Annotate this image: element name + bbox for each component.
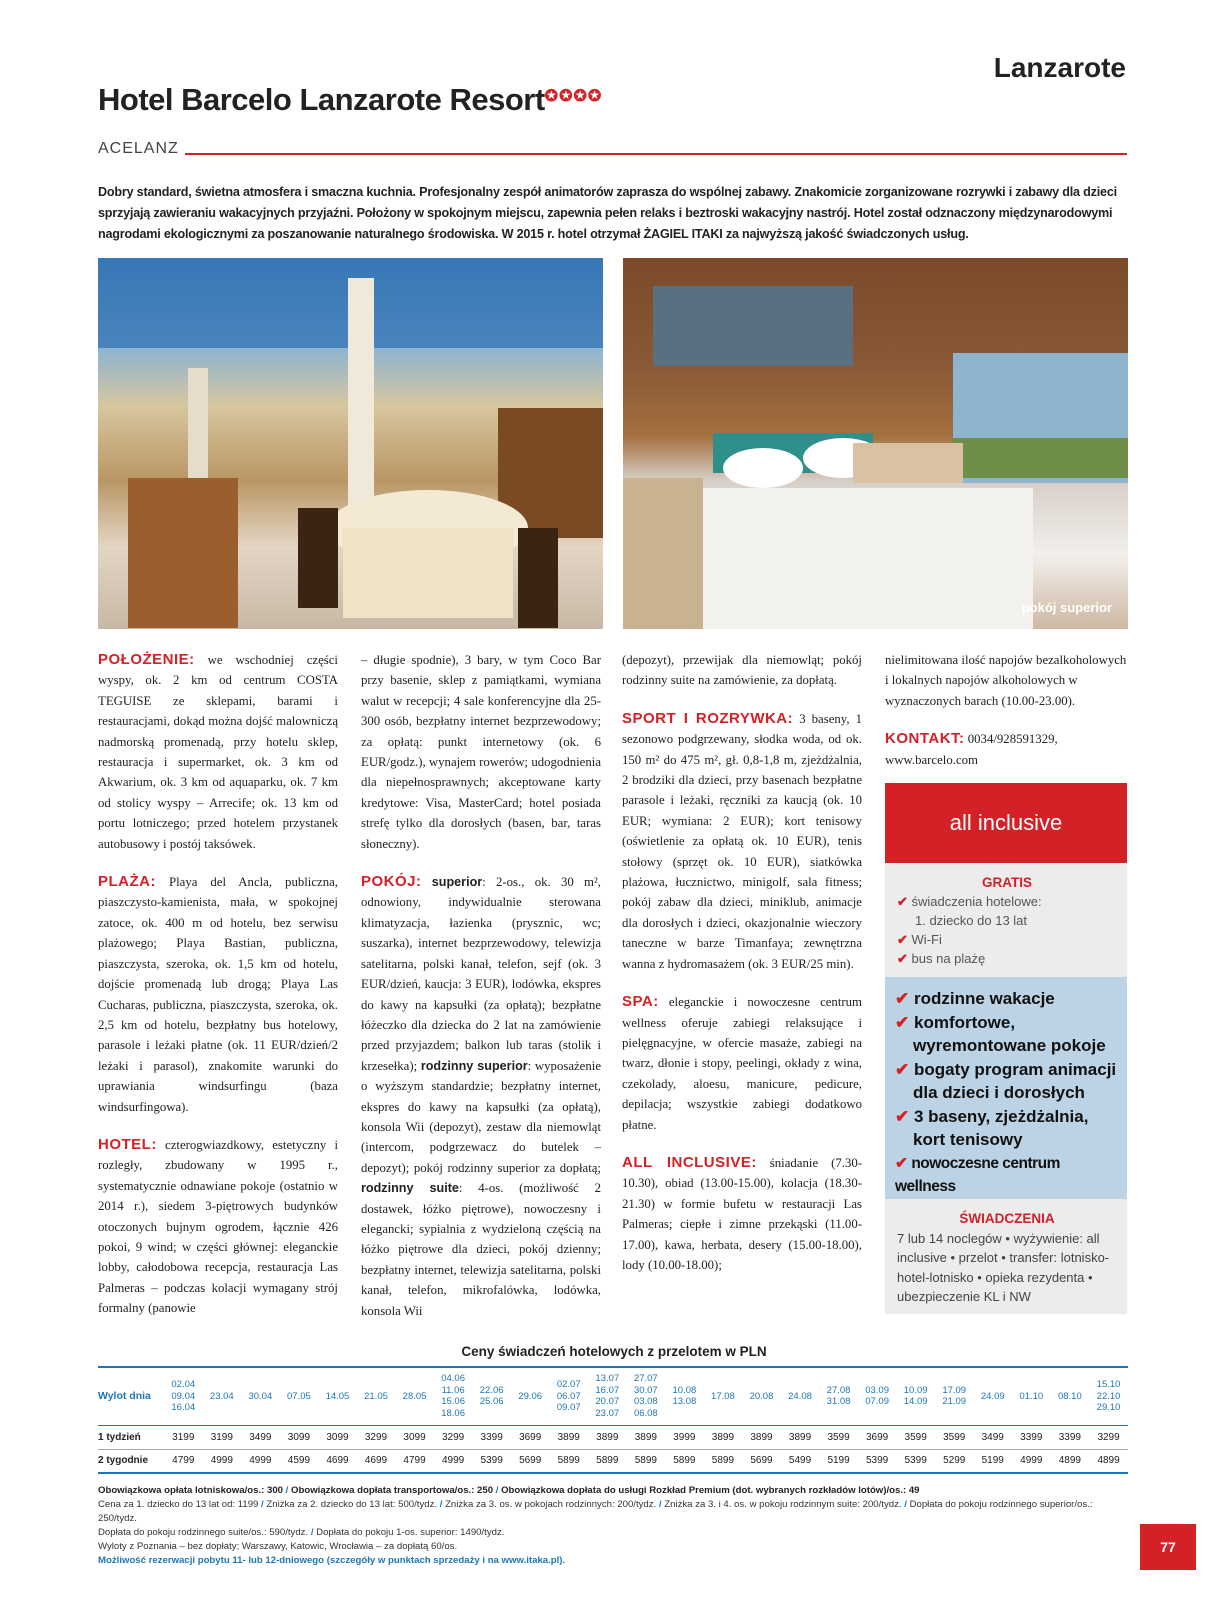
hotel-name: Hotel Barcelo Lanzarote Resort bbox=[98, 82, 545, 117]
all-inclusive-text: śniadanie (7.30-10.30), obiad (13.00-15.00), kolacja (18.30-21.30) w formie bufetu w restauracji Las Palmeras; ciepłe i zimne przekąski (11.00-17.00), kawa, herbata, desery (15.00-18.00), lody (10.00-18.00); bbox=[622, 1155, 862, 1272]
check-icon: ✔ bbox=[897, 932, 908, 947]
gratis-item-detail: 1. dziecko do 13 lat bbox=[915, 913, 1028, 928]
price-cell-1w: 3099 bbox=[280, 1425, 319, 1449]
room-family-label: rodzinny superior bbox=[420, 1058, 528, 1073]
check-icon: ✔ bbox=[895, 1154, 908, 1172]
column-2 bbox=[361, 650, 601, 1339]
check-icon: ✔ bbox=[897, 894, 908, 909]
price-cell-1w: 3899 bbox=[549, 1425, 588, 1449]
departure-date-cell: 27.07 30.07 03.08 06.08 bbox=[627, 1367, 666, 1425]
included-title: ŚWIADCZENIA bbox=[959, 1211, 1055, 1226]
feature-item: ✔ nowoczesne centrum wellness bbox=[895, 1154, 1060, 1195]
price-cell-2w: 5199 bbox=[973, 1449, 1012, 1473]
price-cell-2w: 5399 bbox=[896, 1449, 935, 1473]
region-title: Lanzarote bbox=[993, 52, 1126, 83]
price-cell-2w: 4799 bbox=[164, 1449, 203, 1473]
hotel-code: ACELANZ bbox=[98, 140, 179, 157]
price-cell-2w: 5899 bbox=[627, 1449, 666, 1473]
gratis-item: ✔ bus na plażę bbox=[897, 951, 986, 966]
price-cell-2w: 5699 bbox=[511, 1449, 550, 1473]
contact-phone: 0034/928591329, bbox=[967, 732, 1058, 747]
price-cell-1w: 3599 bbox=[896, 1425, 935, 1449]
price-cell-1w: 3199 bbox=[203, 1425, 242, 1449]
feature-item-cont: wyremontowane pokoje bbox=[913, 1036, 1106, 1055]
price-cell-1w: 3099 bbox=[395, 1425, 434, 1449]
price-cell-1w: 3199 bbox=[164, 1425, 203, 1449]
beach-text: Playa del Ancla, publiczna, piaszczysto-kamienista, mała, w spokojnej zatoce, ok. 400 m od hotelu, bez serwisu plażowego; Playa Bastian, publiczna, piaszczysta, szeroka, ok. 1,5 km od hotelu, dojście promenadą lub drogą; Playa Las Cucharas, publiczna, piaszczysta, szeroka, ok. 2,5 km od hotelu, bezpłatny bus hotelowy, parasole i leżaki płatne (ok. 11 EUR/dzień/2 leżaki i parasol), znakomite warunki do uprawiania windsurfingu (baza windsurfingowa). bbox=[98, 875, 338, 1114]
price-cell-1w: 3299 bbox=[1089, 1425, 1128, 1449]
beach-heading: PLAŻA: bbox=[98, 873, 156, 891]
price-cell-1w: 3299 bbox=[434, 1425, 473, 1449]
departure-date-cell: 29.06 bbox=[511, 1367, 550, 1425]
departure-date-cell: 02.07 06.07 09.07 bbox=[549, 1367, 588, 1425]
board-type-banner: all inclusive bbox=[885, 783, 1127, 863]
departure-date-cell: 30.04 bbox=[241, 1367, 280, 1425]
hotel-section-cont: – długie spodnie), 3 bary, w tym Coco Bar przy basenie, sklep z pamiątkami, wymiana walut w recepcji; 4 sale konferencyjne dla 25-300 osób, bezpłatny internet bezprzewodowy; za opłatą: punkt internetowy (ok. 6 EUR/godz.), wynajem rowerów; udogodnienia dla niepełnosprawnych; akceptowane karty kredytowe: Visa, MasterCard; hotel posiada strefę tylko dla dorosłych (basen, bar, taras słoneczny). bbox=[361, 653, 601, 851]
hotel-section bbox=[98, 1135, 338, 1319]
photo-caption: pokój superior bbox=[1021, 600, 1112, 615]
note-line: Cena za 1. dziecko do 13 lat od: 1199 / Zniżka za 2. dziecko do 13 lat: 500/tydz. / Zniżka za 3. os. w pokojach rodzinnych: 200/tydz. / Zniżka za 3. i 4. os. w pokoju rodzinnym suite: 200/tydz. / Dopłata do pokoju rodzinnego superior/os.: 250/tydz. bbox=[98, 1499, 1093, 1524]
room-suite-text: : 4-os. (możliwość 2 dostawek, łóżko piętrowe), nowoczesny i elegancki; sypialnia z wydzieloną częścią na łóżko piętrowe dla dzieci, pokój dzienny; bezpłatny internet, telewizja satelitarna, polski kanał, telefon, mikrofalówka, lodówka, konsola Wii bbox=[361, 1181, 601, 1318]
price-cell-1w: 3599 bbox=[819, 1425, 858, 1449]
room-heading: POKÓJ: bbox=[361, 873, 422, 891]
price-cell-2w: 4699 bbox=[357, 1449, 396, 1473]
room-superior-text: : 2-os., ok. 30 m², odnowiony, indywidualnie sterowana klimatyzacja, łazienka (prysznic, wc; suszarka), internet bezprzewodowy, telewizja satelitarna, polski kanał, telefon, sejf (ok. 3 EUR/dzień, kaucja: 3 EUR), lodówka, ekspres do kawy na kapsułki (za opłatą); bezpłatne łóżeczko dla dziecka do 2 lat na zamówienie przed przyjazdem; balkon lub taras (stolik i krzesełka); bbox=[361, 875, 601, 1073]
price-cell-2w: 5899 bbox=[704, 1449, 743, 1473]
gratis-item: ✔ Wi-Fi bbox=[897, 932, 942, 947]
sport-text: 3 baseny, 1 sezonowo podgrzewany, słodka woda, od ok. 150 m² do 475 m², gł. 0,8-1,8 m, zjeżdżalnia, 2 brodziki dla dzieci, przy basenach bezpłatne parasole i leżaki, ręczniki za kaucją (ok. 10 EUR; wymiana: 2 EUR); kort tenisowy (oświetlenie za opłatą ok. 10 EUR), tenis stołowy (sprzęt ok. 10 EUR), siatkówka plażowa, łucznictwo, minigolf, sala fitness; pokój zabaw dla dzieci, miniklub, animacje dla dorosłych i dzieci, okazjonalnie wieczory taneczne w barze Timanfaya; zewnętrzna wanna z hydromasażem (ok. 3 EUR/25 min). bbox=[622, 711, 863, 971]
departure-date-cell: 28.05 bbox=[395, 1367, 434, 1425]
page-number: 77 bbox=[1140, 1524, 1196, 1570]
sport-section bbox=[622, 709, 862, 974]
spa-heading: SPA: bbox=[622, 993, 659, 1011]
room-section bbox=[361, 872, 601, 1321]
restaurant-photo bbox=[98, 258, 603, 629]
check-icon: ✔ bbox=[895, 1012, 910, 1032]
departure-date-cell: 04.06 11.06 15.06 18.06 bbox=[434, 1367, 473, 1425]
two-weeks-label: 2 tygodnie bbox=[98, 1449, 164, 1473]
all-inclusive-cont: nielimitowana ilość napojów bezalkoholowych i lokalnych napojów alkoholowych w wyznaczonych barach (10.00-23.00). bbox=[885, 653, 1127, 708]
price-cell-2w: 5499 bbox=[781, 1449, 820, 1473]
location-section bbox=[98, 650, 338, 854]
contact-website: www.barcelo.com bbox=[885, 752, 978, 767]
contact-section bbox=[885, 729, 1127, 770]
two-weeks-row bbox=[98, 1449, 1128, 1473]
price-cell-1w: 3099 bbox=[318, 1425, 357, 1449]
note-line: Dopłata do pokoju rodzinnego suite/os.: 590/tydz. / Dopłata do pokoju 1-os. superior: 1490/tydz. bbox=[98, 1527, 505, 1538]
departure-date-cell: 20.08 bbox=[742, 1367, 781, 1425]
note-line: Wyloty z Poznania – bez dopłaty; Warszawy, Katowic, Wrocławia – za dopłatą 60/os. bbox=[98, 1541, 458, 1552]
room-section-cont: (depozyt), przewijak dla niemowląt; pokój rodzinny suite na zamówienie, za dopłatą. bbox=[622, 653, 862, 688]
price-cell-2w: 4999 bbox=[1012, 1449, 1051, 1473]
price-cell-2w: 4699 bbox=[318, 1449, 357, 1473]
all-inclusive-section bbox=[622, 1153, 862, 1275]
column-4 bbox=[885, 650, 1127, 788]
feature-item-cont: dla dzieci i dorosłych bbox=[913, 1083, 1085, 1102]
price-cell-2w: 5299 bbox=[935, 1449, 974, 1473]
feature-item: ✔ rodzinne wakacje bbox=[895, 989, 1055, 1008]
location-heading: POŁOŻENIE: bbox=[98, 651, 195, 668]
hotel-text: czterogwiazdkowy, estetyczny i rozległy, zbudowany w 1995 r., systematycznie odnawiane pokoje (ostatnio w 2014 r.), siedem 3-piętrowych budynków otoczonych bujnym ogrodem, łącznie 426 pokoi, 9 wind; w części głównej: eleganckie lobby, całodobowa recepcja, restauracja Las Palmeras – podczas kolacji wymagany strój formalny (panowie bbox=[98, 1137, 338, 1316]
price-cell-1w: 3399 bbox=[1012, 1425, 1051, 1449]
column-1 bbox=[98, 650, 338, 1337]
spa-section bbox=[622, 992, 862, 1135]
departure-date-cell: 10.08 13.08 bbox=[665, 1367, 704, 1425]
departure-dates-row bbox=[98, 1367, 1128, 1425]
departure-date-cell: 07.05 bbox=[280, 1367, 319, 1425]
departure-date-cell: 23.04 bbox=[203, 1367, 242, 1425]
star-rating: ✪✪✪✪ bbox=[544, 88, 603, 105]
price-cell-2w: 4599 bbox=[280, 1449, 319, 1473]
check-icon: ✔ bbox=[897, 951, 908, 966]
departure-date-cell: 01.10 bbox=[1012, 1367, 1051, 1425]
departure-date-cell: 14.05 bbox=[318, 1367, 357, 1425]
price-cell-1w: 3499 bbox=[241, 1425, 280, 1449]
feature-item: ✔ bogaty program animacji bbox=[895, 1059, 1117, 1079]
all-inclusive-heading: ALL INCLUSIVE: bbox=[622, 1153, 757, 1171]
note-line: Obowiązkowa opłata lotniskowa/os.: 300 / Obowiązkowa dopłata transportowa/os.: 250 / Obowiązkowa dopłata do usługi Rozkład Premium (dot. wybranych rozkładów lotów)/os.: 49 bbox=[98, 1485, 920, 1496]
price-cell-2w: 4799 bbox=[395, 1449, 434, 1473]
departure-date-cell: 22.06 25.06 bbox=[472, 1367, 511, 1425]
price-cell-2w: 4999 bbox=[434, 1449, 473, 1473]
one-week-row bbox=[98, 1425, 1128, 1449]
price-cell-1w: 3499 bbox=[973, 1425, 1012, 1449]
feature-item: ✔ komfortowe, bbox=[895, 1012, 1016, 1032]
price-cell-2w: 5699 bbox=[742, 1449, 781, 1473]
price-cell-2w: 4899 bbox=[1051, 1449, 1090, 1473]
price-cell-2w: 5399 bbox=[472, 1449, 511, 1473]
price-cell-2w: 5899 bbox=[665, 1449, 704, 1473]
departure-date-cell: 24.09 bbox=[973, 1367, 1012, 1425]
departure-date-cell: 15.10 22.10 29.10 bbox=[1089, 1367, 1128, 1425]
departure-date-cell: 08.10 bbox=[1051, 1367, 1090, 1425]
price-cell-2w: 5899 bbox=[549, 1449, 588, 1473]
location-text: we wschodniej części wyspy, ok. 2 km od centrum COSTA TEGUISE ze sklepami, barami i restauracjami, dokąd można dojść malowniczą nadmorską promenadą, przy hotelu sklep, restauracja i supermarket, ok. 3 km od Akwarium, ok. 3 km od aquaparku, ok. 7 km od stolicy wyspy – Arrecife; ok. 13 km od portu lotniczego; przed hotelem przystanek autobusowy i postój taksówek. bbox=[98, 653, 338, 851]
price-cell-1w: 3899 bbox=[704, 1425, 743, 1449]
departure-date-cell: 21.05 bbox=[357, 1367, 396, 1425]
feature-item: ✔ 3 baseny, zjeżdżalnia, bbox=[895, 1106, 1089, 1126]
room-illustration bbox=[623, 258, 1128, 629]
price-cell-1w: 3699 bbox=[858, 1425, 897, 1449]
price-cell-1w: 3399 bbox=[472, 1425, 511, 1449]
price-cell-1w: 3899 bbox=[588, 1425, 627, 1449]
price-cell-1w: 3899 bbox=[742, 1425, 781, 1449]
price-cell-1w: 3999 bbox=[665, 1425, 704, 1449]
price-cell-2w: 5899 bbox=[588, 1449, 627, 1473]
hotel-title bbox=[98, 82, 602, 118]
price-cell-2w: 4999 bbox=[241, 1449, 280, 1473]
column-3 bbox=[622, 650, 862, 1293]
included-text: 7 lub 14 noclegów • wyżywienie: all inclusive • przelot • transfer: lotnisko-hotel-lotnisko • opieka rezydenta • ubezpieczenie KL i NW bbox=[897, 1230, 1110, 1304]
room-photo bbox=[623, 258, 1128, 629]
departure-date-cell: 17.08 bbox=[704, 1367, 743, 1425]
departure-date-cell: 17.09 21.09 bbox=[935, 1367, 974, 1425]
gratis-box bbox=[885, 863, 1127, 977]
title-divider bbox=[185, 153, 1127, 155]
one-week-label: 1 tydzień bbox=[98, 1425, 164, 1449]
contact-heading: KONTAKT: bbox=[885, 730, 965, 748]
departure-date-cell: 27.08 31.08 bbox=[819, 1367, 858, 1425]
gratis-item: ✔ świadczenia hotelowe: bbox=[897, 894, 1042, 909]
price-cell-1w: 3299 bbox=[357, 1425, 396, 1449]
price-cell-1w: 3399 bbox=[1051, 1425, 1090, 1449]
price-cell-2w: 5399 bbox=[858, 1449, 897, 1473]
sport-heading: SPORT I ROZRYWKA: bbox=[622, 709, 794, 727]
intro-text: Dobry standard, świetna atmosfera i smaczna kuchnia. Profesjonalny zespół animatorów zaprasza do wspólnej zabawy. Znakomicie zorganizowane rozrywki i zabawy dla dzieci sprzyjają zawieraniu wakacyjnych przyjaźni. Położony w spokojnym miejscu, zapewnia pełen relaks i beztroski wakacyjny nastrój. Hotel został odznaczony międzynarodowymi nagrodami ekologicznymi za poszanowanie naturalnego środowiska. W 2015 r. hotel otrzymał ŻAGIEL ITAKI za najwyższą jakość świadczonych usług. bbox=[98, 185, 1117, 241]
price-cell-2w: 4899 bbox=[1089, 1449, 1128, 1473]
room-suite-label: rodzinny suite bbox=[361, 1181, 459, 1196]
price-cell-2w: 5199 bbox=[819, 1449, 858, 1473]
departure-date-cell: 13.07 16.07 20.07 23.07 bbox=[588, 1367, 627, 1425]
departure-date-cell: 24.08 bbox=[781, 1367, 820, 1425]
check-icon: ✔ bbox=[895, 1059, 910, 1079]
price-cell-1w: 3899 bbox=[627, 1425, 666, 1449]
price-notes bbox=[98, 1484, 1128, 1568]
restaurant-illustration bbox=[98, 258, 603, 629]
departure-date-cell: 02.04 09.04 16.04 bbox=[164, 1367, 203, 1425]
departure-label: Wylot dnia bbox=[98, 1367, 164, 1425]
price-cell-1w: 3599 bbox=[935, 1425, 974, 1449]
included-services-box bbox=[885, 1199, 1127, 1314]
departure-date-cell: 03.09 07.09 bbox=[858, 1367, 897, 1425]
price-cell-1w: 3699 bbox=[511, 1425, 550, 1449]
beach-section bbox=[98, 872, 338, 1117]
note-line-booking: Możliwość rezerwacji pobytu 11- lub 12-dniowego (szczegóły w punktach sprzedaży i na www.itaka.pl). bbox=[98, 1555, 566, 1566]
spa-text: eleganckie i nowoczesne centrum wellness oferuje zabiegi relaksujące i pielęgnacyjne, w ofercie masaże, zabiegi na twarz, dłonie i stopy, peelingi, okłady z wina, czekolady, aloesu, manicure, pedicure, depilacja; wszystkie zabiegi dodatkowo płatne. bbox=[622, 995, 862, 1132]
room-family-text: : wyposażenie o wyższym standardzie; bezpłatny internet, ekspres do kawy na kapsułki (za opłatą), konsola Wii (depozyt), zestaw dla niemowląt (intercom, podgrzewacz do butelek – depozyt); pokój rodzinny superior za dopłatą; bbox=[361, 1058, 601, 1175]
features-box bbox=[885, 977, 1127, 1199]
check-icon: ✔ bbox=[895, 1106, 910, 1126]
room-superior-label: superior bbox=[431, 875, 483, 890]
hotel-heading: HOTEL: bbox=[98, 1135, 157, 1153]
check-icon: ✔ bbox=[895, 989, 910, 1008]
price-table bbox=[98, 1366, 1128, 1474]
feature-item-cont: kort tenisowy bbox=[913, 1130, 1023, 1149]
departure-date-cell: 10.09 14.09 bbox=[896, 1367, 935, 1425]
price-cell-1w: 3899 bbox=[781, 1425, 820, 1449]
gratis-title: GRATIS bbox=[982, 875, 1032, 890]
price-cell-2w: 4999 bbox=[203, 1449, 242, 1473]
price-table-title: Ceny świadczeń hotelowych z przelotem w PLN bbox=[461, 1344, 767, 1359]
